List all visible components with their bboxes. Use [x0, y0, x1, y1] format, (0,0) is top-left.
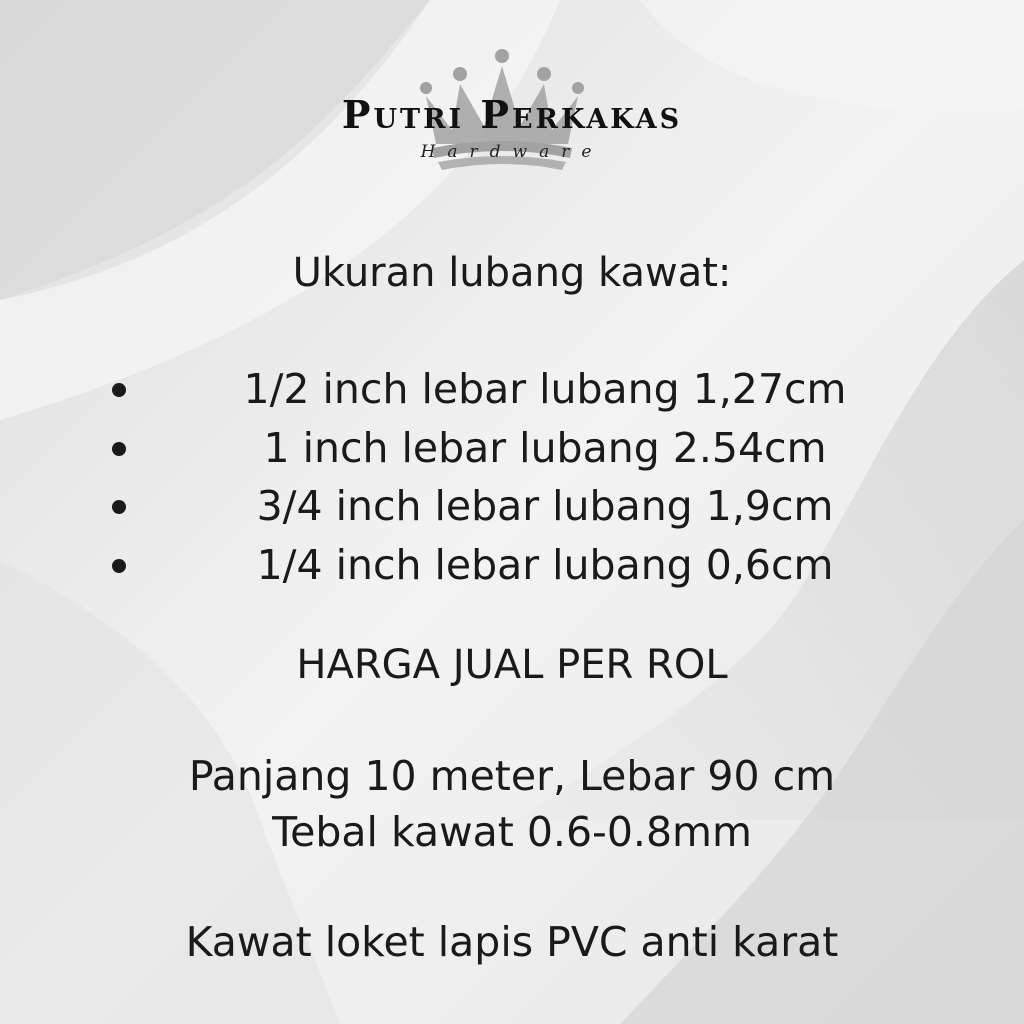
bullet-icon	[112, 442, 126, 456]
size-item-label: 1 inch lebar lubang 2.54cm	[263, 423, 827, 472]
size-heading: Ukuran lubang kawat:	[292, 250, 732, 296]
list-item	[0, 360, 1024, 419]
list-item	[0, 536, 1024, 595]
bullet-icon	[112, 383, 126, 397]
material-text: Kawat loket lapis PVC anti karat	[185, 918, 839, 966]
dimensions-text: Panjang 10 meter, Lebar 90 cm	[188, 752, 836, 800]
thickness-text: Tebal kawat 0.6-0.8mm	[272, 808, 752, 856]
list-item	[0, 477, 1024, 536]
brand-logo	[0, 40, 1024, 180]
list-item	[0, 419, 1024, 478]
size-list	[0, 360, 1024, 594]
price-title: HARGA JUAL PER ROL	[296, 642, 728, 688]
bullet-icon	[112, 500, 126, 514]
brand-tagline: Hardware	[420, 142, 604, 162]
size-item-label: 1/2 inch lebar lubang 1,27cm	[243, 365, 847, 413]
size-item-label: 1/4 inch lebar lubang 0,6cm	[256, 540, 834, 589]
size-item-label: 3/4 inch lebar lubang 1,9cm	[256, 482, 834, 530]
bullet-icon	[112, 559, 126, 573]
brand-name: Putri Perkakas	[341, 92, 683, 137]
